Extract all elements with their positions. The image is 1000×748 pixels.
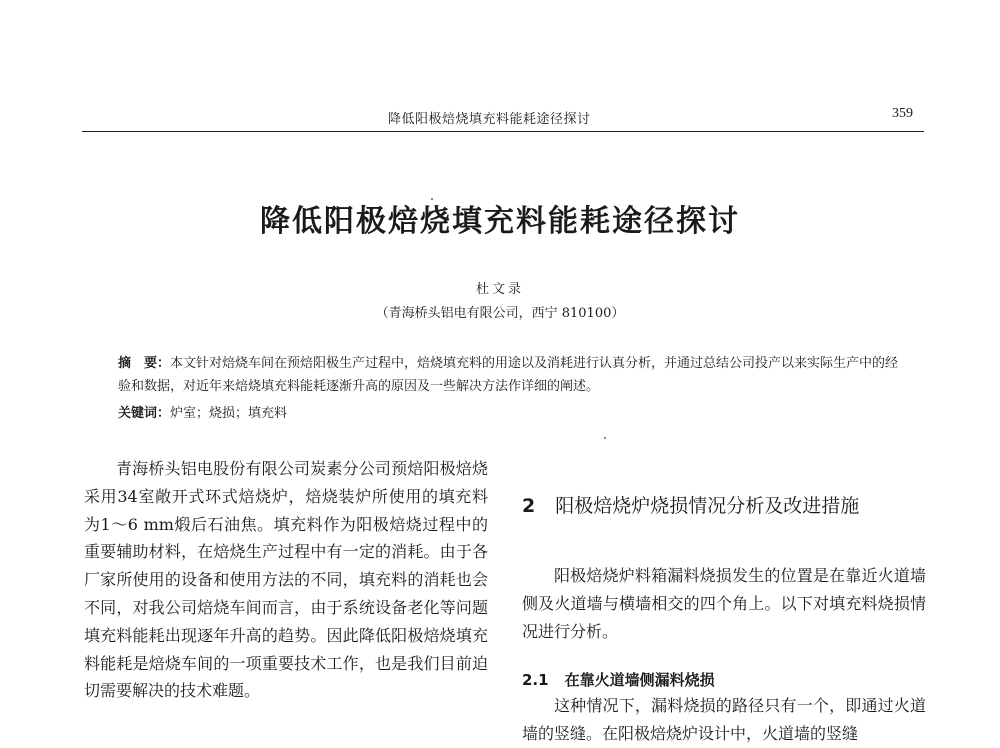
keywords-label: 关键词： xyxy=(118,406,171,421)
abstract-text: 本文针对焙烧车间在预焙阳极生产过程中，焙烧填充料的用途以及消耗进行认真分析，并通过总结公司投产以来实际生产中的经验和数据，对近年来焙烧填充料能耗逐渐升高的原因及一些解决方法作详细的阐述。 xyxy=(118,356,899,394)
abstract-label: 摘 要： xyxy=(118,356,171,371)
section-2-1-paragraph: 这种情况下，漏料烧损的路径只有一个，即通过火道墙的竖缝。在阳极焙烧炉设计中，火道墙的竖缝 xyxy=(522,696,926,743)
section-2-number: 2 xyxy=(522,495,536,517)
page-number: 359 xyxy=(892,106,913,121)
author-name: 杜文录 xyxy=(475,282,524,297)
running-head-title: 降低阳极焙烧填充料能耗途径探讨 xyxy=(388,112,591,127)
scan-speck xyxy=(604,437,606,439)
section-2-1-title: 在靠火道墙侧漏料烧损 xyxy=(564,671,715,689)
author-affiliation: （青海桥头铝电有限公司，西宁 810100） xyxy=(375,306,625,321)
scan-speck xyxy=(431,198,433,200)
section-2-paragraph: 阳极焙烧炉料箱漏料烧损发生的位置是在靠近火道墙侧及火道墙与横墙相交的四个角上。以下对填充料烧损情况进行分析。 xyxy=(522,566,926,641)
article-title: 降低阳极焙烧填充料能耗途径探讨 xyxy=(260,204,740,239)
abstract xyxy=(118,352,904,398)
header-rule xyxy=(82,131,924,132)
intro-paragraph: 青海桥头铝电股份有限公司炭素分公司预焙阳极焙烧采用34室敞开式环式焙烧炉，焙烧装炉所使用的填充料为1～6 mm煅后石油焦。填充料作为阳极焙烧过程中的重要辅助材料，在焙烧生产过程中有一定的消耗。由于各厂家所使用的设备和使用方法的不同，填充料的消耗也会不同，对我公司焙烧车间而言，由于系统设备老化等问题填充料能耗出现逐年升高的趋势。因此降低阳极焙烧填充料能耗是焙烧车间的一项重要技术工作，也是我们目前迫切需要解决的技术难题。 xyxy=(84,459,488,701)
section-2-1-heading xyxy=(522,669,922,690)
section-2-1-number: 2.1 xyxy=(522,671,549,689)
keywords-text: 炉室；烧损；填充料 xyxy=(170,406,288,421)
section-2-title: 阳极焙烧炉烧损情况分析及改进措施 xyxy=(555,495,860,517)
section-2-heading xyxy=(522,491,942,518)
keywords xyxy=(118,402,904,421)
